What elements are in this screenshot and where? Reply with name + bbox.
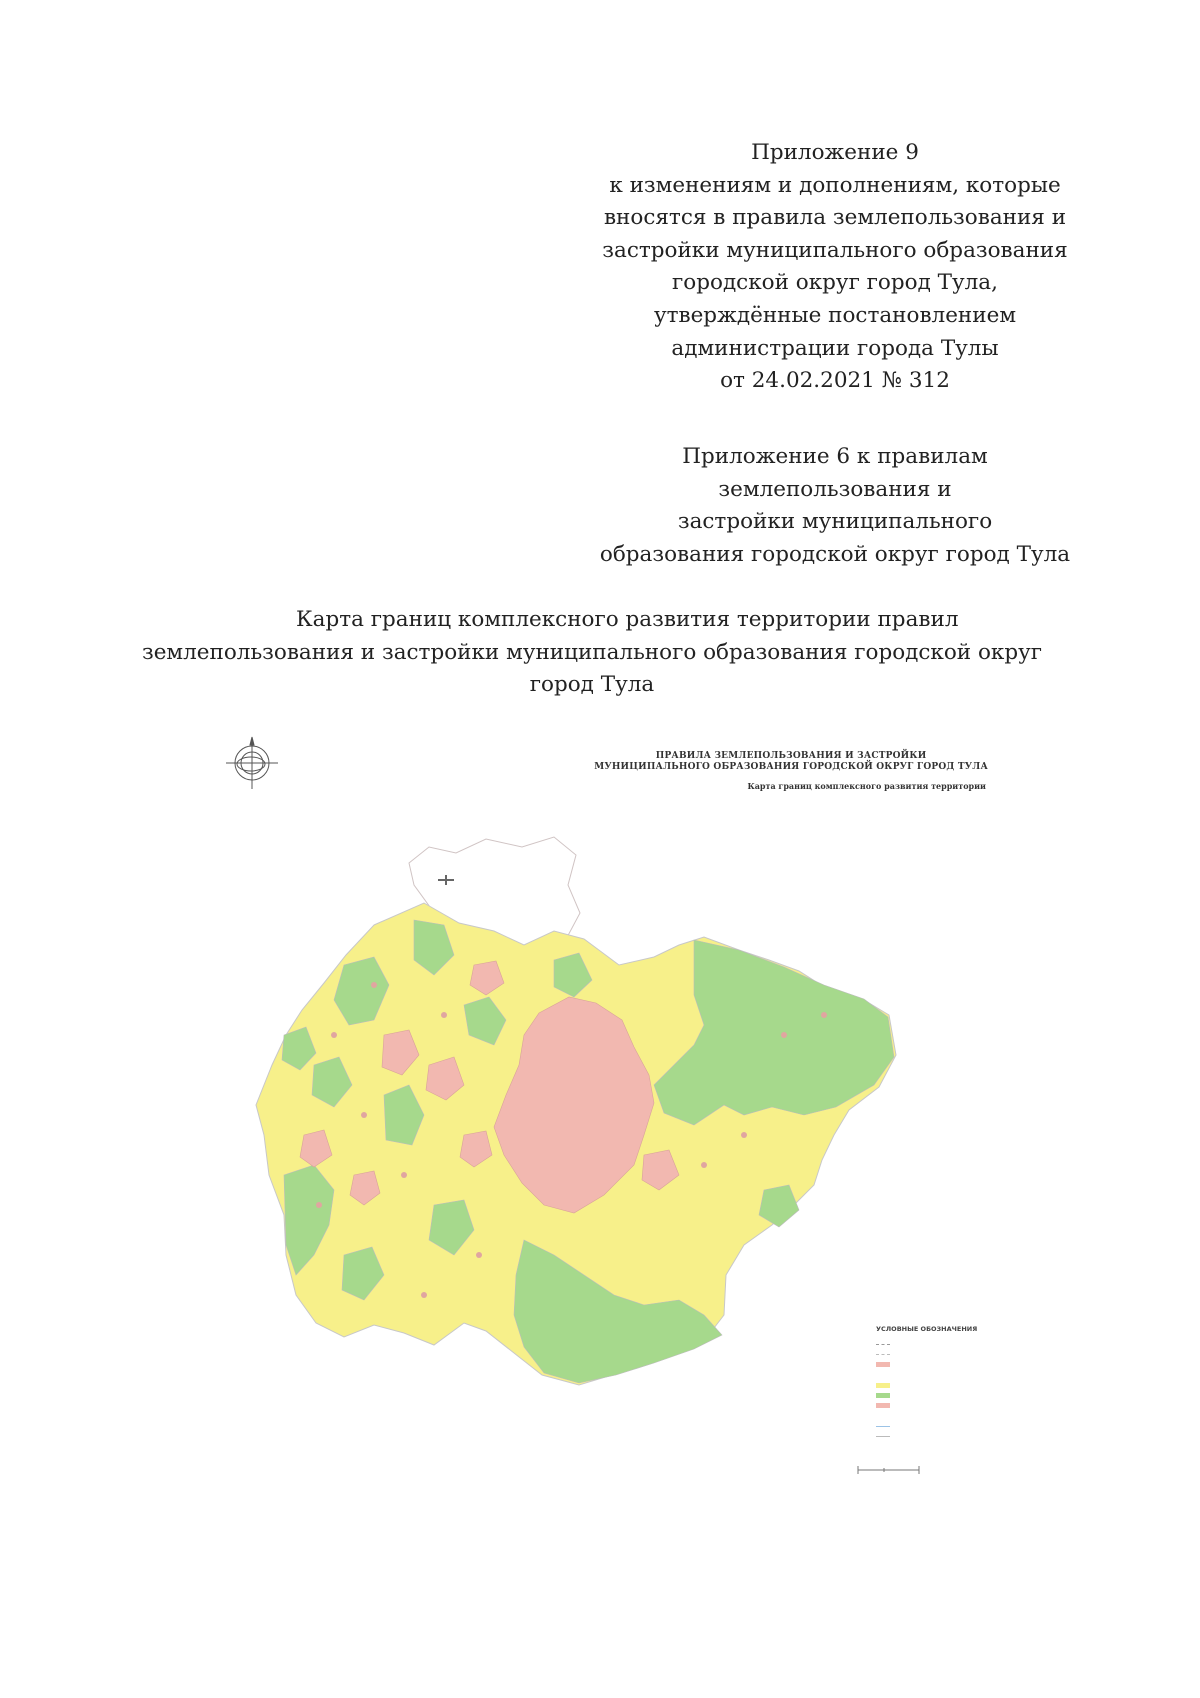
map-legend bbox=[876, 1325, 986, 1441]
legend-swatch bbox=[876, 1436, 890, 1437]
legend-swatch bbox=[876, 1362, 890, 1367]
legend-row bbox=[876, 1431, 986, 1441]
legend-swatch bbox=[876, 1383, 890, 1388]
document-title bbox=[100, 604, 1100, 702]
document-title-line: город Тула bbox=[529, 672, 655, 698]
appendix-9-line: городской округ город Тула, bbox=[672, 270, 998, 296]
appendix-6-line: образования городской округ город Тула bbox=[599, 541, 1071, 567]
appendix-9-line: от 24.02.2021 № 312 bbox=[720, 368, 950, 394]
legend-swatch bbox=[876, 1403, 890, 1408]
territory-map-figure bbox=[224, 735, 1000, 1502]
scale-bar bbox=[858, 1466, 919, 1474]
map-header bbox=[594, 751, 988, 773]
appendix-9-line: администрации города Тулы bbox=[671, 335, 999, 361]
appendix-6-line: Приложение 6 к правилам bbox=[682, 444, 988, 469]
appendix-9-block bbox=[575, 137, 1095, 398]
appendix-6-block bbox=[575, 441, 1095, 571]
appendix-9-line: к изменениям и дополнениям, которые bbox=[609, 172, 1061, 198]
legend-swatch bbox=[876, 1426, 890, 1427]
appendix-9-line: Приложение 9 bbox=[751, 140, 919, 165]
legend-swatch bbox=[876, 1393, 890, 1398]
legend-row bbox=[876, 1349, 986, 1359]
map-subtitle: Карта границ комплексного развития территории bbox=[747, 781, 986, 791]
appendix-9-line: вносятся в правила землепользования и bbox=[603, 205, 1067, 231]
legend-swatch bbox=[876, 1354, 890, 1355]
document-title-line: Карта границ комплексного развития территории правил bbox=[296, 607, 959, 632]
legend-group bbox=[876, 1372, 986, 1380]
map-header-line: МУНИЦИПАЛЬНОГО ОБРАЗОВАНИЯ ГОРОДСКОЙ ОКРУГ ГОРОД ТУЛА bbox=[594, 762, 988, 772]
legend-row bbox=[876, 1390, 986, 1400]
compass-rose-icon bbox=[226, 737, 278, 789]
legend-row bbox=[876, 1359, 986, 1369]
legend-swatch bbox=[876, 1344, 890, 1345]
map-header-line: ПРАВИЛА ЗЕМЛЕПОЛЬЗОВАНИЯ И ЗАСТРОЙКИ bbox=[655, 751, 927, 761]
legend-row bbox=[876, 1400, 986, 1410]
legend-title: УСЛОВНЫЕ ОБОЗНАЧЕНИЯ bbox=[876, 1325, 978, 1333]
appendix-9-line: застройки муниципального образования bbox=[602, 237, 1068, 263]
document-title-line: землепользования и застройки муниципального образования городской округ bbox=[141, 639, 1043, 665]
legend-row bbox=[876, 1421, 986, 1431]
legend-row bbox=[876, 1339, 986, 1349]
appendix-9-line: утверждённые постановлением bbox=[653, 302, 1017, 328]
legend-group bbox=[876, 1413, 986, 1421]
legend-row bbox=[876, 1380, 986, 1390]
appendix-6-line: землепользования и bbox=[718, 476, 952, 502]
appendix-6-line: застройки муниципального bbox=[677, 509, 993, 535]
